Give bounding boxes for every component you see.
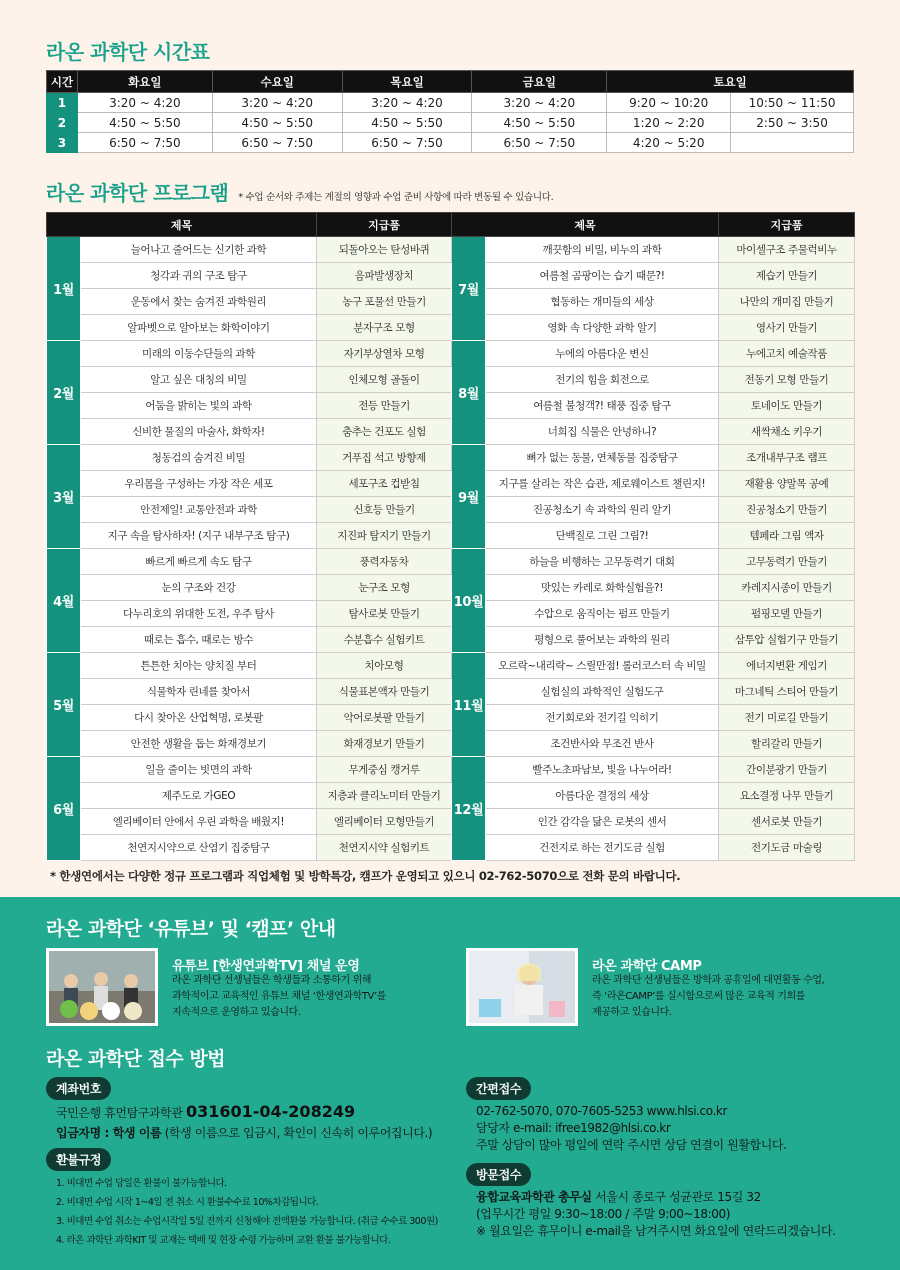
account-info [56,1103,355,1122]
program-subject: 영화 속 다양한 과학 알기 [486,315,719,341]
schedule-row [47,93,854,113]
header-fri: 금요일 [472,71,607,93]
program-subject: 눈의 구조와 건강 [81,575,317,601]
header-time: 시간 [47,71,78,93]
program-gift: 거푸집 석고 방향제 [317,445,452,471]
program-gift: 제습기 만들기 [719,263,855,289]
youtube-photo-image [49,951,155,1023]
program-row [47,237,855,263]
program-subject: 안전제일! 교통안전과 과학 [81,497,317,523]
program-row [47,315,855,341]
program-gift: 조개내부구조 램프 [719,445,855,471]
time-cell: 4:50 ~ 5:50 [472,113,607,133]
program-gift: 치아모형 [317,653,452,679]
header-wed: 수요일 [212,71,342,93]
time-cell: 3:20 ~ 4:20 [342,93,472,113]
program-gift: 신호등 만들기 [317,497,452,523]
program-subject: 수압으로 움직이는 펌프 만들기 [486,601,719,627]
program-subject: 오르락~내리락~ 스릴만점! 롤러코스터 속 비밀 [486,653,719,679]
program-subject: 때로는 흡수, 때로는 방수 [81,627,317,653]
depositor-label: 입금자명 : 학생 이름 [56,1126,162,1140]
program-subject: 누에의 아름다운 변신 [486,341,719,367]
schedule-row [47,113,854,133]
program-row [47,419,855,445]
camp-line: 즉 ‘라온CAMP’를 실시함으로써 많은 교육적 기회를 [592,991,806,1002]
time-cell: 3:20 ~ 4:20 [472,93,607,113]
time-cell: 4:20 ~ 5:20 [607,133,731,153]
time-cell: 4:50 ~ 5:50 [342,113,472,133]
program-gift: 간이분광기 만들기 [719,757,855,783]
program-subject: 청동검의 숨겨진 비밀 [81,445,317,471]
visit-street: 서울시 종로구 성균관로 15길 32 [591,1190,761,1204]
youtube-line: 지속적으로 운영하고 있습니다. [172,1007,301,1018]
program-gift: 요소결정 나무 만들기 [719,783,855,809]
header-thu: 목요일 [342,71,472,93]
program-gift: 탐사로봇 만들기 [317,601,452,627]
bank-name: 국민은행 휴먼탐구과학관 [56,1106,183,1120]
program-subject: 빨주노초파남보, 빛을 나누어라! [486,757,719,783]
program-subject: 지구 속을 탐사하자! (지구 내부구조 탐구) [81,523,317,549]
program-gift: 인체모형 골돌이 [317,367,452,393]
visit-apply-info [476,1189,836,1240]
time-cell: 9:20 ~ 10:20 [607,93,731,113]
schedule-title: 라온 과학단 시간표 [46,40,210,64]
program-subject: 전기의 힘을 회전으로 [486,367,719,393]
program-gift: 진공청소기 만들기 [719,497,855,523]
program-row [47,653,855,679]
time-cell: 6:50 ~ 7:50 [342,133,472,153]
program-subject: 엘리베이터 안에서 우린 과학을 배웠지! [81,809,317,835]
program-row [47,263,855,289]
program-gift: 화재경보기 만들기 [317,731,452,757]
program-subject: 실험실의 과학적인 실험도구 [486,679,719,705]
visit-hours: (업무시간 평일 9:30~18:00 / 주말 9:00~18:00) [476,1207,730,1221]
schedule-header-row [47,71,854,93]
program-subject: 식물학자 린네를 찾아서 [81,679,317,705]
program-row [47,835,855,861]
program-row [47,523,855,549]
month-label: 1월 [47,237,81,341]
program-gift: 전기도금 마술링 [719,835,855,861]
program-header-row [47,213,855,237]
program-subject: 천연지시약으로 산염기 집중탐구 [81,835,317,861]
program-gift: 천연지시약 실험키트 [317,835,452,861]
program-gift: 누에고치 예술작품 [719,341,855,367]
program-subject: 우리몸을 구성하는 가장 작은 세포 [81,471,317,497]
program-gift: 나만의 개미집 만들기 [719,289,855,315]
program-subject: 신비한 물질의 마술사, 화학자! [81,419,317,445]
month-label: 8월 [452,341,486,445]
program-gift: 영사기 만들기 [719,315,855,341]
youtube-line: 과학적이고 교육적인 유튜브 채널 ‘한생연과학TV’를 [172,991,387,1002]
program-subject: 알파벳으로 알아보는 화학이야기 [81,315,317,341]
youtube-photo [46,948,158,1026]
camp-photo-image [469,951,575,1023]
program-gift: 지층과 클리노미터 만들기 [317,783,452,809]
program-gift: 전등 만들기 [317,393,452,419]
program-subject: 다누리호의 위대한 도전, 우주 탐사 [81,601,317,627]
refund-item: 3. 비대면 수업 취소는 수업시작일 5일 전까지 신청해야 전액환불 가능합니다. (취급 수수료 300원) [56,1216,438,1227]
period-number: 2 [47,113,78,133]
program-footer-note: * 한생연에서는 다양한 정규 프로그램과 직업체험 및 방학특강, 캠프가 운영되고 있으니 02-762-5070으로 전화 문의 바랍니다. [50,869,681,883]
program-gift: 카레지시종이 만들기 [719,575,855,601]
program-gift: 마이셀구조 주물럭비누 [719,237,855,263]
program-row [47,497,855,523]
program-subject: 어둠을 밝히는 빛의 과학 [81,393,317,419]
program-gift: 세포구조 컵받침 [317,471,452,497]
program-subject: 미래의 이동수단들의 과학 [81,341,317,367]
youtube-desc [172,973,386,1021]
program-gift: 마그네틱 스티어 만들기 [719,679,855,705]
time-cell [731,133,854,153]
program-table [46,212,855,861]
contact-phones: 02-762-5070, 070-7605-5253 www.hlsi.co.kr [476,1104,727,1118]
camp-line: 라온 과학단 선생님들은 방학과 공휴일에 대면활동 수업, [592,975,825,986]
youtube-line: 라온 과학단 선생님들은 학생들과 소통하기 위해 [172,975,372,986]
program-subject: 협동하는 개미들의 세상 [486,289,719,315]
program-subject: 건전지로 하는 전기도금 실험 [486,835,719,861]
time-cell: 1:20 ~ 2:20 [607,113,731,133]
program-subject: 맛있는 카레로 화학실험을?! [486,575,719,601]
refund-item: 4. 라온 과학단 과학KIT 및 교재는 택배 및 현장 수령 가능하며 교환 환불 불가능합니다. [56,1235,391,1246]
program-gift: 눈구조 모형 [317,575,452,601]
program-gift: 토네이도 만들기 [719,393,855,419]
account-number: 031601-04-208249 [185,1102,356,1121]
simple-apply-pill: 간편접수 [466,1077,531,1100]
month-label: 11월 [452,653,486,757]
camp-photo [466,948,578,1026]
program-row [47,627,855,653]
program-gift: 삼투압 실험기구 만들기 [719,627,855,653]
program-gift: 엘리베이터 모형만들기 [317,809,452,835]
program-row [47,757,855,783]
program-subject: 단백질로 그린 그림?! [486,523,719,549]
program-row [47,731,855,757]
program-gift: 풍력자동차 [317,549,452,575]
visit-note: ※ 월요일은 휴무이니 e-mail을 남겨주시면 화요일에 연락드리겠습니다. [476,1224,836,1238]
program-body [47,237,855,861]
camp-line: 제공하고 있습니다. [592,1007,672,1018]
month-label: 5월 [47,653,81,757]
program-row [47,367,855,393]
program-gift: 수분흡수 실험키트 [317,627,452,653]
header-subject-left: 제목 [47,213,317,237]
program-subject: 평형으로 풀어보는 과학의 원리 [486,627,719,653]
program-subject: 다시 찾아온 산업혁명, 로봇팔 [81,705,317,731]
depositor-note: (학생 이름으로 입금시, 확인이 신속히 이루어집니다.) [164,1126,433,1140]
program-row [47,471,855,497]
header-gift-left: 지급품 [317,213,452,237]
program-gift: 템페라 그림 액자 [719,523,855,549]
schedule-row [47,133,854,153]
time-cell: 6:50 ~ 7:50 [212,133,342,153]
program-gift: 전기 미로길 만들기 [719,705,855,731]
program-gift: 재활용 양말목 공예 [719,471,855,497]
time-cell: 6:50 ~ 7:50 [472,133,607,153]
program-subject: 안전한 생활을 돕는 화재경보기 [81,731,317,757]
period-number: 1 [47,93,78,113]
refund-item: 2. 비대면 수업 시작 1~4일 전 취소 시 환불수수료 10%차감됩니다. [56,1197,319,1208]
program-subject: 조건반사와 무조건 반사 [486,731,719,757]
refund-pill: 환불규정 [46,1148,111,1171]
program-subject: 너희집 식물은 안녕하니? [486,419,719,445]
program-gift: 할리갈리 만들기 [719,731,855,757]
camp-title: 라온 과학단 CAMP [592,959,702,974]
program-row [47,783,855,809]
program-subject: 청각과 귀의 구조 탐구 [81,263,317,289]
time-cell: 10:50 ~ 11:50 [731,93,854,113]
refund-item: 1. 비대면 수업 당일은 환불이 불가능합니다. [56,1178,227,1189]
program-title: 라온 과학단 프로그램 [46,181,229,205]
visit-place: 융합교육과학관 총무실 [476,1190,592,1204]
program-gift: 춤추는 건포도 실험 [317,419,452,445]
time-cell: 3:20 ~ 4:20 [77,93,212,113]
header-tue: 화요일 [77,71,212,93]
header-subject-right: 제목 [452,213,719,237]
month-label: 3월 [47,445,81,549]
program-row [47,809,855,835]
program-subject: 운동에서 찾는 숨겨진 과학원리 [81,289,317,315]
time-cell: 2:50 ~ 3:50 [731,113,854,133]
program-gift: 지진파 탐지기 만들기 [317,523,452,549]
program-subject: 빠르게 빠르게 속도 탐구 [81,549,317,575]
apply-title: 라온 과학단 접수 방법 [46,1048,226,1070]
program-gift: 센서로봇 만들기 [719,809,855,835]
program-subject: 진공청소기 속 과학의 원리 알기 [486,497,719,523]
header-gift-right: 지급품 [719,213,855,237]
month-label: 9월 [452,445,486,549]
program-gift: 농구 포물선 만들기 [317,289,452,315]
program-subject: 지구를 살리는 작은 습관, 제로웨이스트 챌린지! [486,471,719,497]
program-row [47,679,855,705]
program-gift: 되돌아오는 탄성바퀴 [317,237,452,263]
schedule-table [46,70,854,153]
program-gift: 식물표본액자 만들기 [317,679,452,705]
month-label: 12월 [452,757,486,861]
program-gift: 에너지변환 게임기 [719,653,855,679]
program-row [47,445,855,471]
time-cell: 4:50 ~ 5:50 [212,113,342,133]
program-subject: 늘어나고 줄어드는 신기한 과학 [81,237,317,263]
month-label: 10월 [452,549,486,653]
program-row [47,289,855,315]
program-gift: 고무동력기 만들기 [719,549,855,575]
program-note: * 수업 순서와 주제는 계절의 영향과 수업 준비 사항에 따라 변동될 수 있습니다. [238,192,554,203]
program-subject: 깨끗함의 비밀, 비누의 과학 [486,237,719,263]
program-title-row [46,177,553,206]
program-subject: 뼈가 없는 동물, 연체동물 집중탐구 [486,445,719,471]
program-subject: 일을 줄이는 빗면의 과학 [81,757,317,783]
header-sat: 토요일 [607,71,854,93]
simple-apply-info [476,1103,787,1154]
month-label: 4월 [47,549,81,653]
simple-apply-note: 주말 상담이 많아 평일에 연락 주시면 상담 연결이 원활합니다. [476,1138,787,1152]
program-gift: 펌핑모델 만들기 [719,601,855,627]
program-row [47,549,855,575]
month-label: 7월 [452,237,486,341]
depositor-info [56,1125,432,1142]
month-label: 6월 [47,757,81,861]
program-gift: 전동기 모형 만들기 [719,367,855,393]
time-cell: 6:50 ~ 7:50 [77,133,212,153]
guide-title: 라온 과학단 ‘유튜브’ 및 ‘캠프’ 안내 [46,918,336,940]
youtube-title: 유튜브 [한생연과학TV] 채널 운영 [172,959,360,974]
refund-list [56,1174,438,1250]
month-label: 2월 [47,341,81,445]
period-number: 3 [47,133,78,153]
program-subject: 인간 감각을 닮은 로봇의 센서 [486,809,719,835]
program-row [47,601,855,627]
program-row [47,705,855,731]
program-subject: 아름다운 결정의 세상 [486,783,719,809]
account-pill: 계좌번호 [46,1077,111,1100]
visit-address [476,1189,836,1206]
program-gift: 악어로봇팔 만들기 [317,705,452,731]
visit-apply-pill: 방문접수 [466,1163,531,1186]
program-subject: 여름철 불청객?! 태풍 집중 탐구 [486,393,719,419]
time-cell: 4:50 ~ 5:50 [77,113,212,133]
program-subject: 전기회로와 전기길 익히기 [486,705,719,731]
contact-email: 담당자 e-mail: ifree1982@hlsi.co.kr [476,1121,671,1135]
program-row [47,341,855,367]
program-subject: 튼튼한 치아는 양치질 부터 [81,653,317,679]
program-gift: 음파발생장치 [317,263,452,289]
program-row [47,575,855,601]
program-gift: 자기부상열차 모형 [317,341,452,367]
program-gift: 새싹채소 키우기 [719,419,855,445]
program-subject: 하늘을 비행하는 고무동력기 대회 [486,549,719,575]
schedule-body [47,93,854,153]
program-subject: 알고 싶은 대칭의 비밀 [81,367,317,393]
program-gift: 분자구조 모형 [317,315,452,341]
program-gift: 무게중심 캥거루 [317,757,452,783]
time-cell: 3:20 ~ 4:20 [212,93,342,113]
camp-desc [592,973,824,1021]
program-row [47,393,855,419]
program-subject: 제주도로 가GEO [81,783,317,809]
program-subject: 여름철 곰팡이는 습기 때문?! [486,263,719,289]
